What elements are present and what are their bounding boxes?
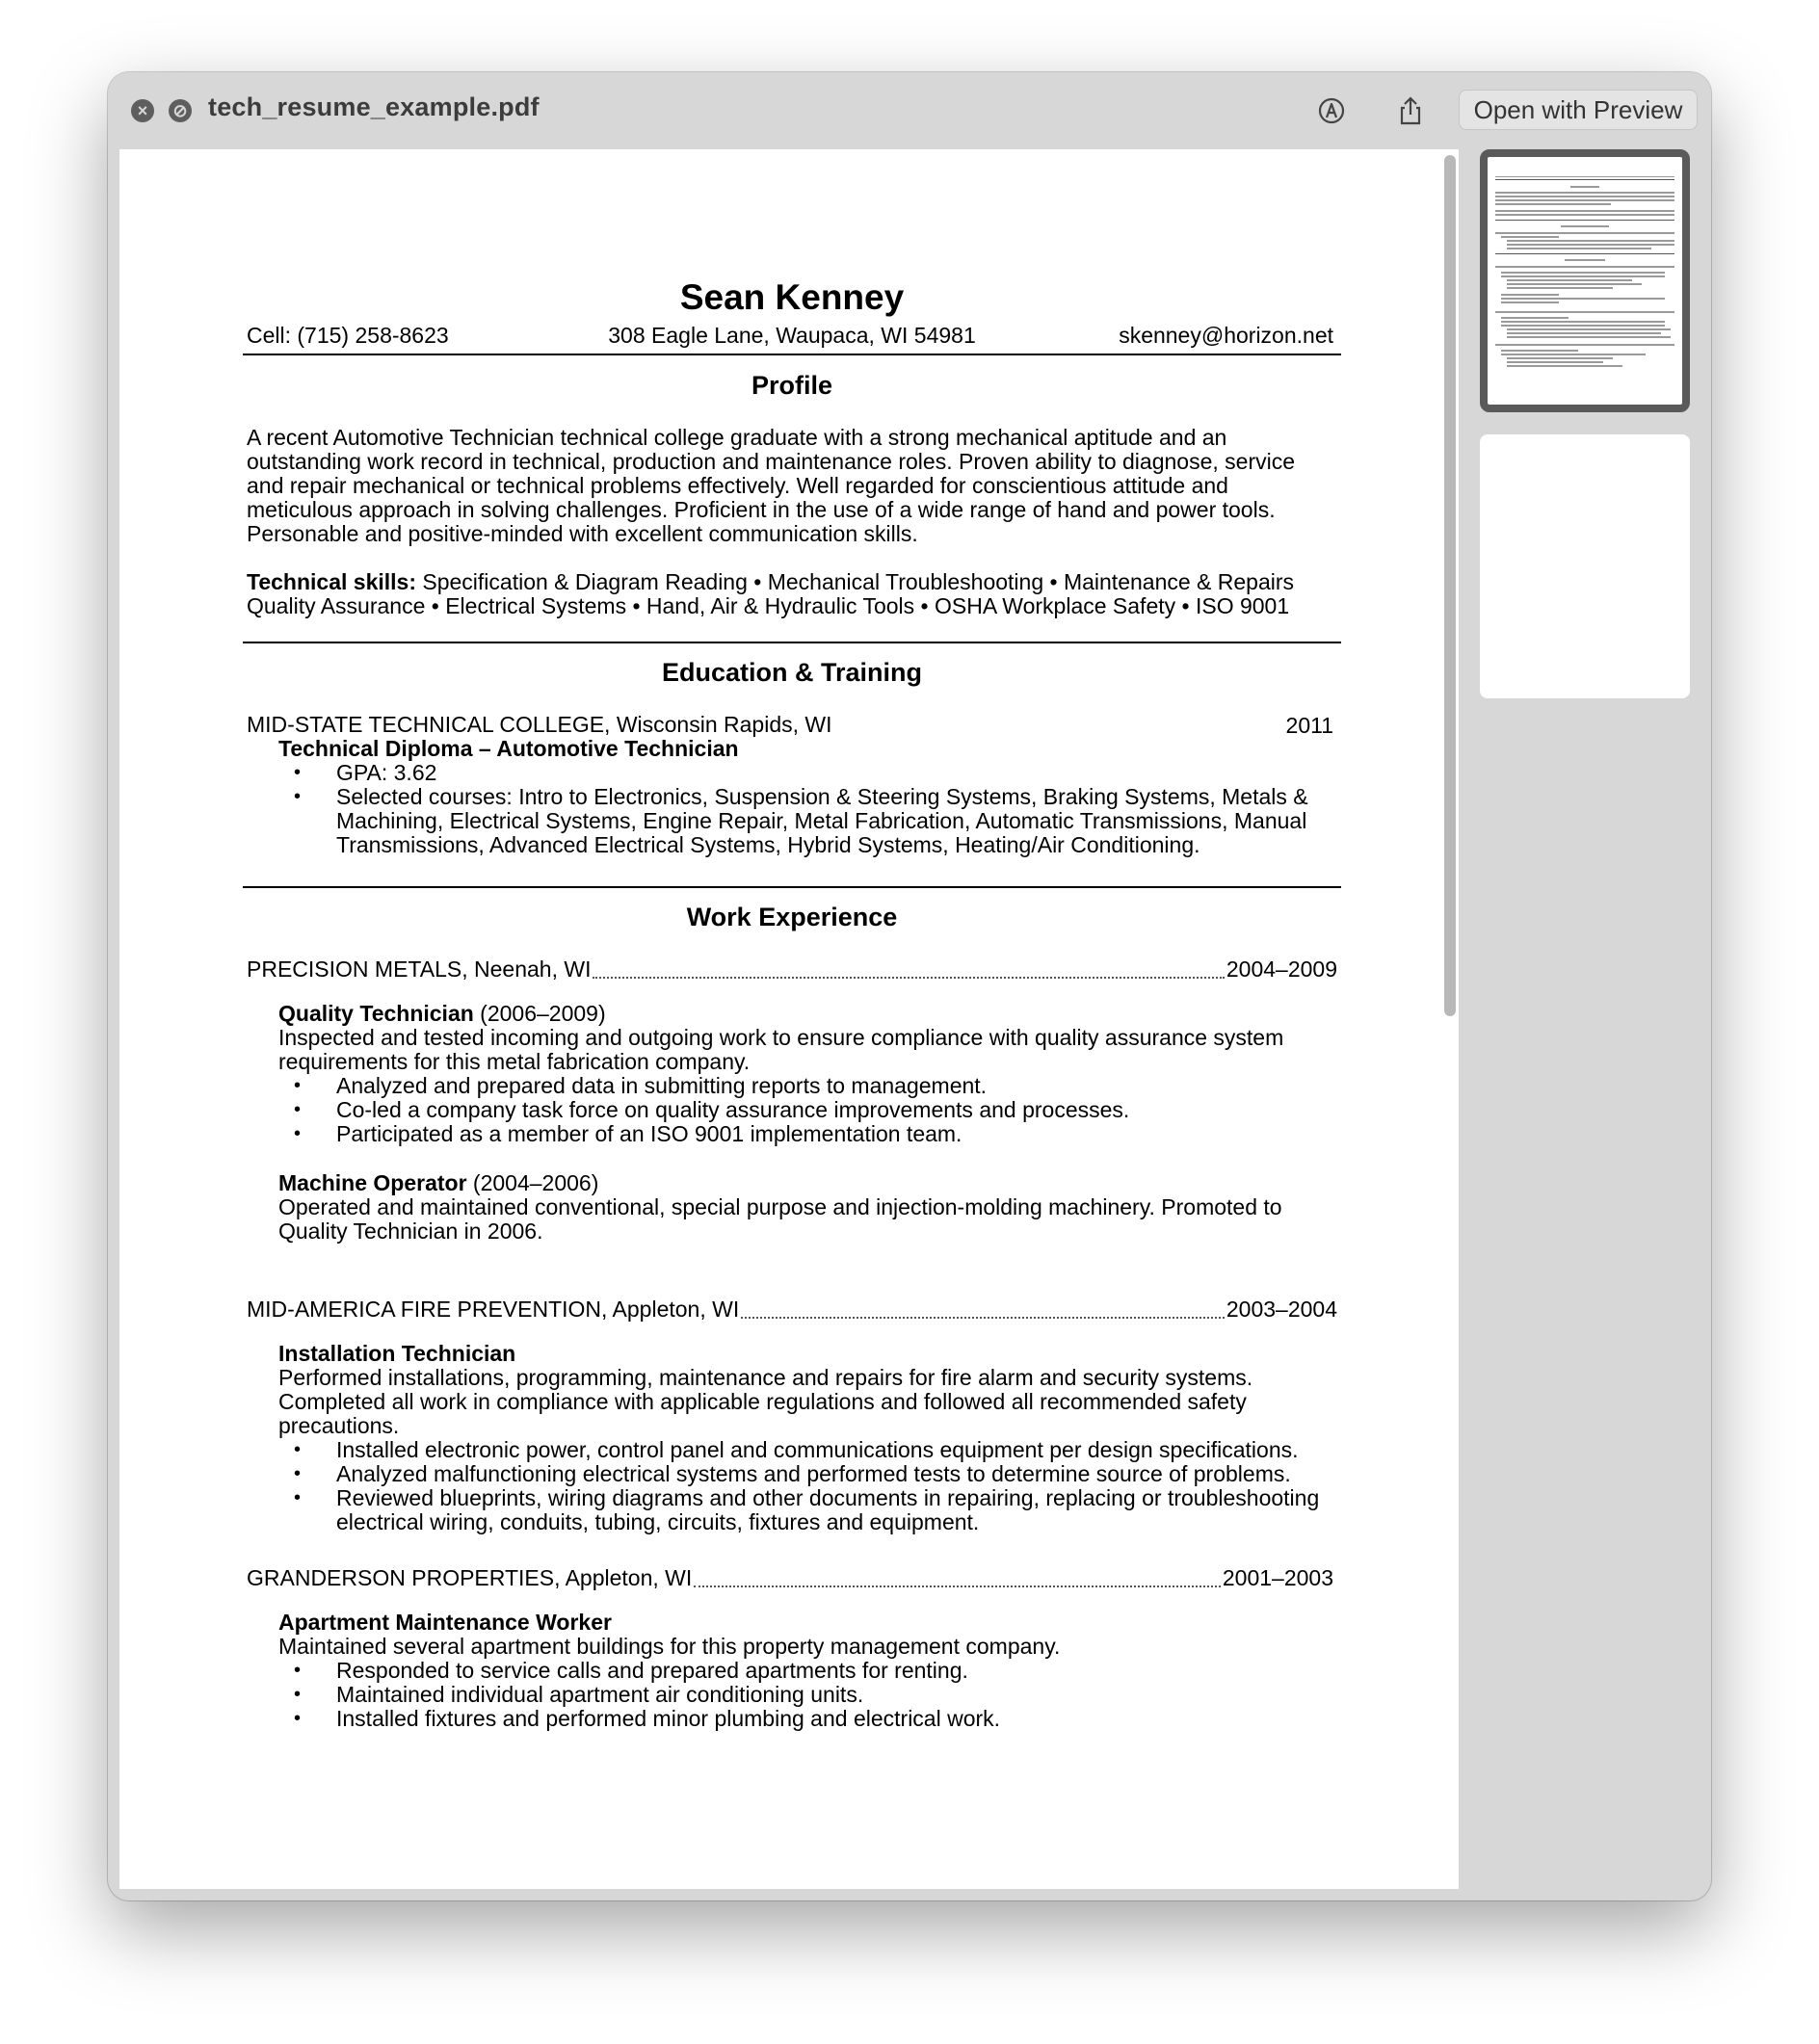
work-heading: Work Experience	[686, 903, 898, 931]
employer-row	[247, 1565, 1333, 1591]
role-description: Performed installations, programming, maintenance and repairs for fire alarm and security systems. Completed all work in compliance with applicable regulations and followed all recommended safety precautions.	[278, 1365, 1253, 1438]
thumbnail-line	[1495, 214, 1674, 216]
employer-row	[247, 1297, 1337, 1323]
thumbnail-line	[1501, 301, 1559, 303]
page-thumbnail-1[interactable]	[1480, 149, 1690, 412]
thumbnail-line	[1507, 287, 1613, 289]
list-item: • Reviewed blueprints, wiring diagrams and other documents in repairing, replacing or troubleshooting electrical wiring, conduits, tubing, circuits, fixtures and equipment.	[278, 1486, 1329, 1534]
employer-name: PRECISION METALS, Neenah, WI	[247, 956, 592, 982]
list-item: • Maintained individual apartment air conditioning units.	[278, 1683, 1319, 1707]
technical-skills-line1	[247, 570, 1345, 594]
role-bullets	[278, 1074, 1319, 1146]
employer-years: 2004–2009	[1226, 956, 1337, 982]
thumbnail-line	[1501, 325, 1665, 327]
thumbnail-line	[1507, 336, 1671, 338]
thumbnail-line	[1495, 176, 1674, 177]
employer-name: MID-AMERICA FIRE PREVENTION, Appleton, WI	[247, 1297, 740, 1322]
role-description: Maintained several apartment buildings for this property management company.	[278, 1634, 1061, 1659]
thumbnail-line	[1507, 283, 1642, 285]
diploma: Technical Diploma – Automotive Technician	[278, 736, 739, 761]
thumbnail-line	[1495, 344, 1674, 346]
list-item: • Installed fixtures and performed minor plumbing and electrical work.	[278, 1707, 1319, 1731]
school-name: MID-STATE TECHNICAL COLLEGE, Wisconsin Rapids, WI	[247, 712, 832, 737]
list-item: • Installed electronic power, control panel and communications equipment per design specifications.	[278, 1438, 1329, 1462]
thumbnail-line	[1501, 350, 1578, 352]
role-description: Inspected and tested incoming and outgoing work to ensure compliance with quality assurance system requirements for this metal fabrication company.	[278, 1025, 1284, 1074]
divider	[243, 886, 1341, 888]
preview-window	[108, 72, 1711, 1900]
fullscreen-icon[interactable]: ⊘	[169, 99, 192, 122]
role-title: Machine Operator	[278, 1170, 467, 1195]
divider	[243, 354, 1341, 355]
thumbnail-line	[1501, 275, 1665, 277]
role-title: Apartment Maintenance Worker	[278, 1610, 612, 1635]
window-title: tech_resume_example.pdf	[208, 92, 540, 121]
resume-address: 308 Eagle Lane, Waupaca, WI 54981	[608, 323, 976, 348]
role-heading	[278, 1002, 606, 1026]
role-bullets	[278, 1659, 1319, 1731]
page-thumbnail-2[interactable]	[1480, 434, 1690, 698]
thumbnail-line	[1495, 196, 1674, 197]
list-item: • GPA: 3.62	[278, 761, 1319, 785]
thumbnail-line	[1501, 294, 1559, 296]
employer-years: 2001–2003	[1222, 1565, 1333, 1590]
list-item: • Analyzed malfunctioning electrical systems and performed tests to determine source of problems.	[278, 1462, 1329, 1486]
resume-email: skenney@horizon.net	[1119, 323, 1333, 348]
scrollbar-thumb[interactable]	[1444, 155, 1456, 1016]
resume-name: Sean Kenney	[679, 277, 905, 317]
list-item: • Selected courses: Intro to Electronics, Suspension & Steering Systems, Braking Systems, Metals & Machining, Electrical Systems, Engine Repair, Metal Fabrication, Automatic Transmissions, Manual Transmissions, Advanced Electrical Systems, Hybrid Systems, Heating/Air Conditioning.	[278, 785, 1319, 857]
dotted-leader	[694, 1585, 1221, 1587]
thumbnail-line	[1507, 244, 1674, 246]
role-description: Operated and maintained conventional, special purpose and injection-molding machinery. Promoted to Quality Technician in 2006.	[278, 1194, 1282, 1244]
dotted-leader	[741, 1317, 1225, 1319]
role-title: Installation Technician	[278, 1341, 516, 1366]
role-years: (2004–2006)	[466, 1170, 599, 1195]
list-item: • Co-led a company task force on quality assurance improvements and processes.	[278, 1098, 1319, 1122]
list-item: • Participated as a member of an ISO 9001 implementation team.	[278, 1122, 1319, 1146]
thumbnail-rule	[1495, 179, 1674, 180]
role-heading	[278, 1171, 598, 1195]
profile-text: A recent Automotive Technician technical college graduate with a strong mechanical aptitude and an outstanding work record in technical, production and maintenance roles. Proven ability to diagnose, service and repair mechanical or technical problems effectively. Well regarded for conscientious attitude and meticulous approach in solving challenges. Proficient in the use of a wide range of hand and power tools. Personable and positive-minded with excellent communication skills.	[247, 425, 1296, 546]
pdf-page	[119, 149, 1459, 1889]
school-year: 2011	[1285, 713, 1333, 738]
thumbnail-line	[1495, 210, 1674, 212]
employer-years: 2003–2004	[1226, 1297, 1337, 1322]
thumbnail-line	[1501, 317, 1569, 319]
thumbnail-line	[1501, 272, 1665, 274]
markup-icon[interactable]	[1314, 93, 1349, 128]
thumbnail-line	[1495, 199, 1674, 201]
role-title: Quality Technician	[278, 1001, 474, 1026]
thumbnail-line	[1501, 354, 1646, 355]
skills-label: Technical skills:	[247, 569, 416, 594]
thumbnail-line	[1495, 311, 1674, 313]
thumbnail-line	[1507, 365, 1622, 367]
technical-skills-line2: Quality Assurance • Electrical Systems • Hand, Air & Hydraulic Tools • OSHA Workplace Safety • ISO 9001	[247, 593, 1290, 618]
thumbnail-line	[1507, 328, 1671, 330]
thumbnail-line	[1495, 203, 1611, 205]
open-with-preview-button[interactable]: Open with Preview	[1459, 90, 1698, 130]
share-icon[interactable]	[1393, 93, 1428, 128]
role-bullets	[278, 1438, 1329, 1534]
thumbnail-rule	[1495, 253, 1674, 254]
resume-cell: Cell: (715) 258-8623	[247, 323, 449, 348]
thumbnail-line	[1501, 321, 1665, 323]
thumbnail-line	[1507, 248, 1651, 249]
thumbnail-line	[1507, 357, 1613, 359]
list-item: • Responded to service calls and prepared apartments for renting.	[278, 1659, 1319, 1683]
dotted-leader	[593, 977, 1224, 979]
thumbnail-line	[1501, 298, 1665, 300]
title-bar	[108, 72, 1711, 147]
thumbnail-line	[1495, 266, 1674, 268]
employer-row	[247, 956, 1337, 983]
profile-heading: Profile	[751, 371, 833, 400]
thumbnail-rule	[1495, 220, 1674, 221]
education-heading: Education & Training	[661, 658, 922, 687]
thumbnail-line	[1565, 259, 1605, 261]
list-item: • Analyzed and prepared data in submitting reports to management.	[278, 1074, 1319, 1098]
role-years: (2006–2009)	[473, 1001, 606, 1026]
thumbnail-line	[1561, 225, 1609, 227]
education-bullets	[278, 761, 1319, 857]
thumbnail-line	[1501, 236, 1559, 238]
thumbnail-line	[1507, 240, 1674, 242]
thumbnail-line	[1507, 361, 1603, 363]
thumbnail-line	[1507, 332, 1661, 334]
close-icon[interactable]: ×	[131, 99, 154, 122]
employer-name: GRANDERSON PROPERTIES, Appleton, WI	[247, 1565, 693, 1590]
thumbnail-line	[1495, 192, 1674, 194]
thumbnail-line	[1507, 279, 1632, 281]
divider	[243, 642, 1341, 643]
skills-text-1: Specification & Diagram Reading • Mechanical Troubleshooting • Maintenance & Repairs	[415, 569, 1295, 594]
thumbnail-line	[1495, 232, 1674, 234]
thumbnail-line	[1570, 186, 1599, 188]
